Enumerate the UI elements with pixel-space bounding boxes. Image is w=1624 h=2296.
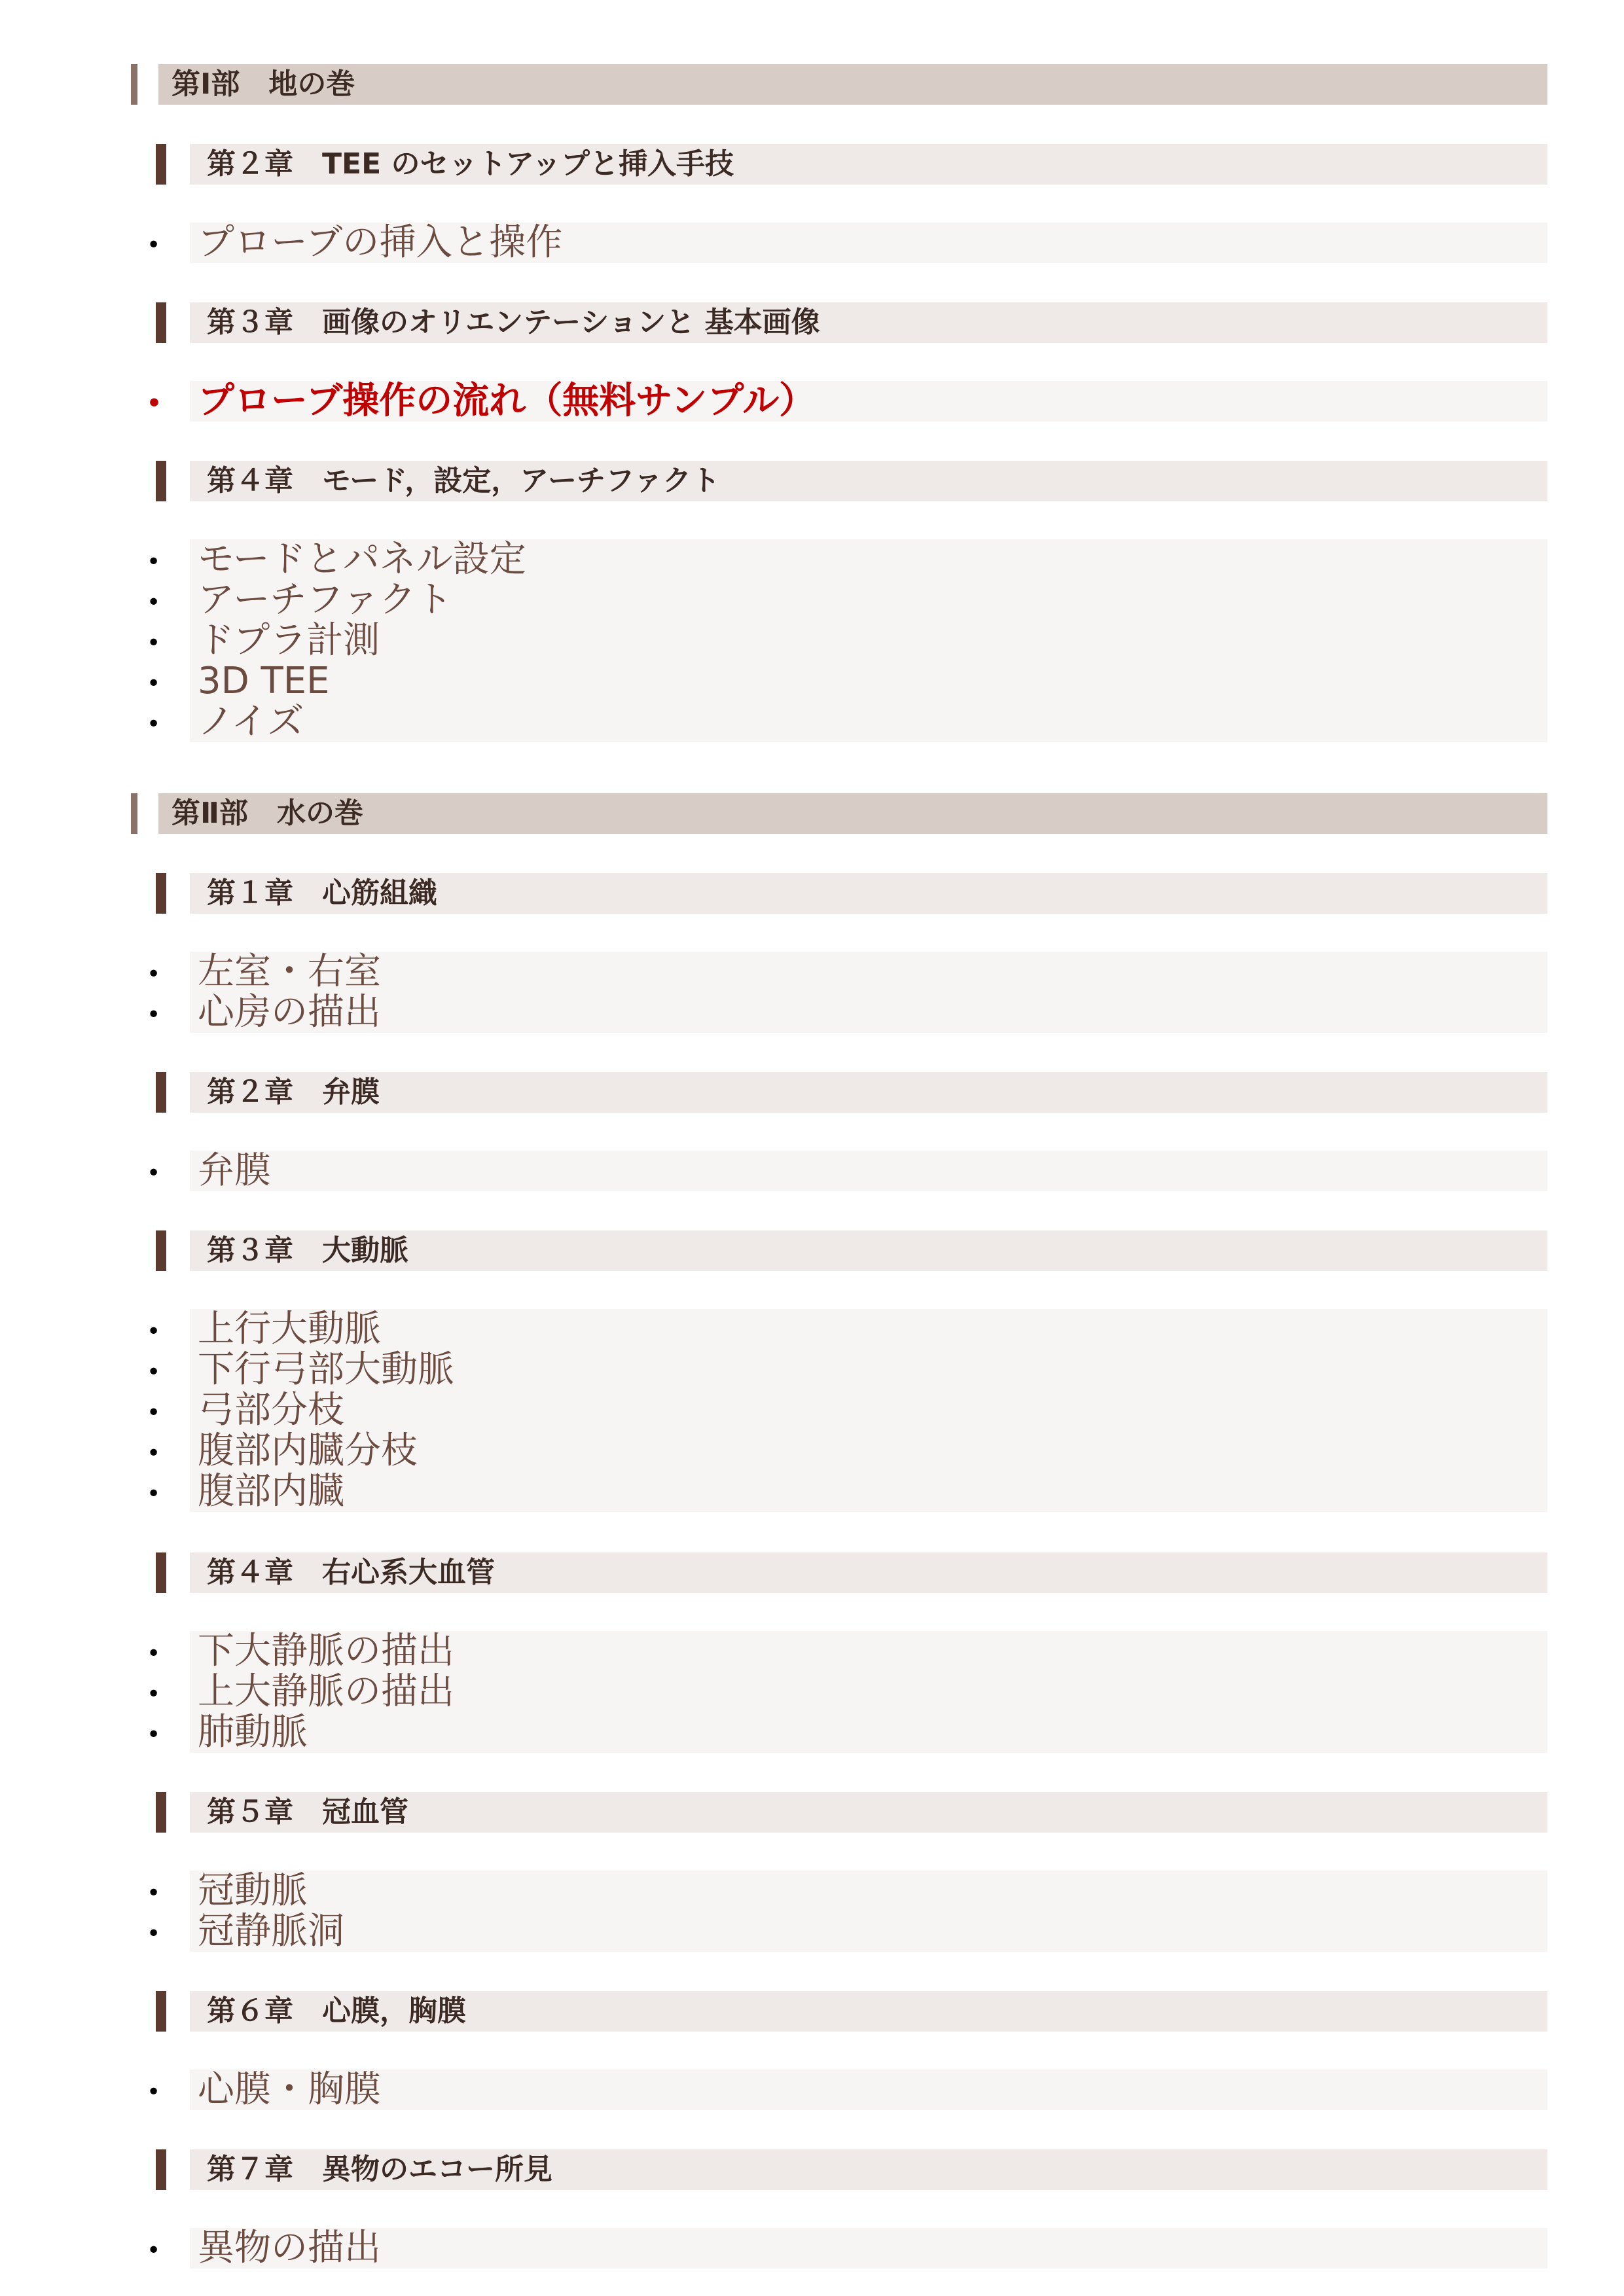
list-item-link[interactable]: • 肺動脈 — [190, 1712, 1547, 1753]
part-heading-text: 第Ⅱ部 水の巻 — [171, 797, 363, 830]
chapter-heading-2-7 — [156, 2149, 1547, 2190]
chapter-heading-text: 第３章 画像のオリエンテーションと 基本画像 — [207, 306, 820, 339]
chapter-1-2-items — [190, 223, 1547, 263]
list-item-link[interactable]: • 心膜・胸膜 — [190, 2070, 1547, 2110]
chapter-heading-text: 第１章 心筋組織 — [207, 876, 437, 910]
chapter-heading-text: 第２章 弁膜 — [207, 1075, 380, 1109]
list-item-link[interactable]: • 3D TEE — [190, 661, 1547, 702]
list-item-link[interactable]: • 弁膜 — [190, 1151, 1547, 1191]
list-item-link[interactable]: • モードとパネル設定 — [190, 539, 1547, 580]
part-heading-band — [158, 793, 1547, 834]
part-heading-text: 第Ⅰ部 地の巻 — [171, 67, 355, 101]
part-heading-2 — [131, 793, 1547, 834]
list-item-link[interactable]: • 冠動脈 — [190, 1871, 1547, 1911]
chapter-heading-2-1 — [156, 873, 1547, 914]
chapter-heading-2-4 — [156, 1552, 1547, 1593]
list-item-link[interactable]: • 腹部内臓分枝 — [190, 1431, 1547, 1471]
list-item-link[interactable]: • 弓部分枝 — [190, 1390, 1547, 1431]
chapter-2-5-items — [190, 1871, 1547, 1952]
chapter-heading-2-2 — [156, 1072, 1547, 1113]
chapter-2-2-items — [190, 1151, 1547, 1191]
list-item-link[interactable]: • ノイズ — [190, 702, 1547, 742]
chapter-1-3-items — [190, 381, 1547, 422]
list-item-link[interactable]: • 上大静脈の描出 — [190, 1672, 1547, 1712]
chapter-2-4-items — [190, 1631, 1547, 1753]
list-item-link[interactable]: • 冠静脈洞 — [190, 1911, 1547, 1952]
list-item-link[interactable]: • 異物の描出 — [190, 2228, 1547, 2269]
part-heading-1 — [131, 64, 1547, 105]
chapter-heading-band — [190, 1072, 1547, 1113]
list-item-link[interactable]: • アーチファクト — [190, 580, 1547, 620]
chapter-heading-text: 第７章 異物のエコー所見 — [207, 2153, 552, 2186]
list-item-link[interactable]: • プローブの挿入と操作 — [190, 223, 1547, 263]
list-item-link[interactable]: • 心房の描出 — [190, 992, 1547, 1033]
list-item-link[interactable]: • 上行大動脈 — [190, 1309, 1547, 1350]
chapter-heading-1-2 — [156, 144, 1547, 185]
chapter-heading-1-4 — [156, 461, 1547, 501]
chapter-2-3-items — [190, 1309, 1547, 1512]
chapter-heading-text: 第２章 TEE のセットアップと挿入手技 — [207, 147, 734, 181]
chapter-1-4-items — [190, 539, 1547, 742]
list-item-link[interactable]: • 下大静脈の描出 — [190, 1631, 1547, 1672]
list-item-link[interactable]: • 下行弓部大動脈 — [190, 1350, 1547, 1390]
list-item-link[interactable]: • 左室・右室 — [190, 952, 1547, 992]
chapter-heading-2-5 — [156, 1792, 1547, 1833]
part-heading-band — [158, 64, 1547, 105]
chapter-heading-text: 第４章 モード，設定，アーチファクト — [207, 464, 721, 497]
chapter-heading-text: 第６章 心膜，胸膜 — [207, 1994, 466, 2028]
chapter-heading-1-3 — [156, 302, 1547, 343]
chapter-heading-text: 第４章 右心系大血管 — [207, 1556, 495, 1589]
chapter-heading-2-6 — [156, 1991, 1547, 2032]
chapter-heading-2-3 — [156, 1230, 1547, 1271]
list-item-link[interactable]: • ドプラ計測 — [190, 620, 1547, 661]
chapter-heading-text: 第３章 大動脈 — [207, 1234, 408, 1267]
chapter-2-7-items — [190, 2228, 1547, 2269]
free-sample-link[interactable]: • プローブ操作の流れ（無料サンプル） — [190, 381, 1547, 422]
list-item-link[interactable]: • 腹部内臓 — [190, 1471, 1547, 1512]
chapter-heading-text: 第５章 冠血管 — [207, 1795, 408, 1829]
chapter-2-6-items — [190, 2070, 1547, 2110]
chapter-2-1-items — [190, 952, 1547, 1033]
